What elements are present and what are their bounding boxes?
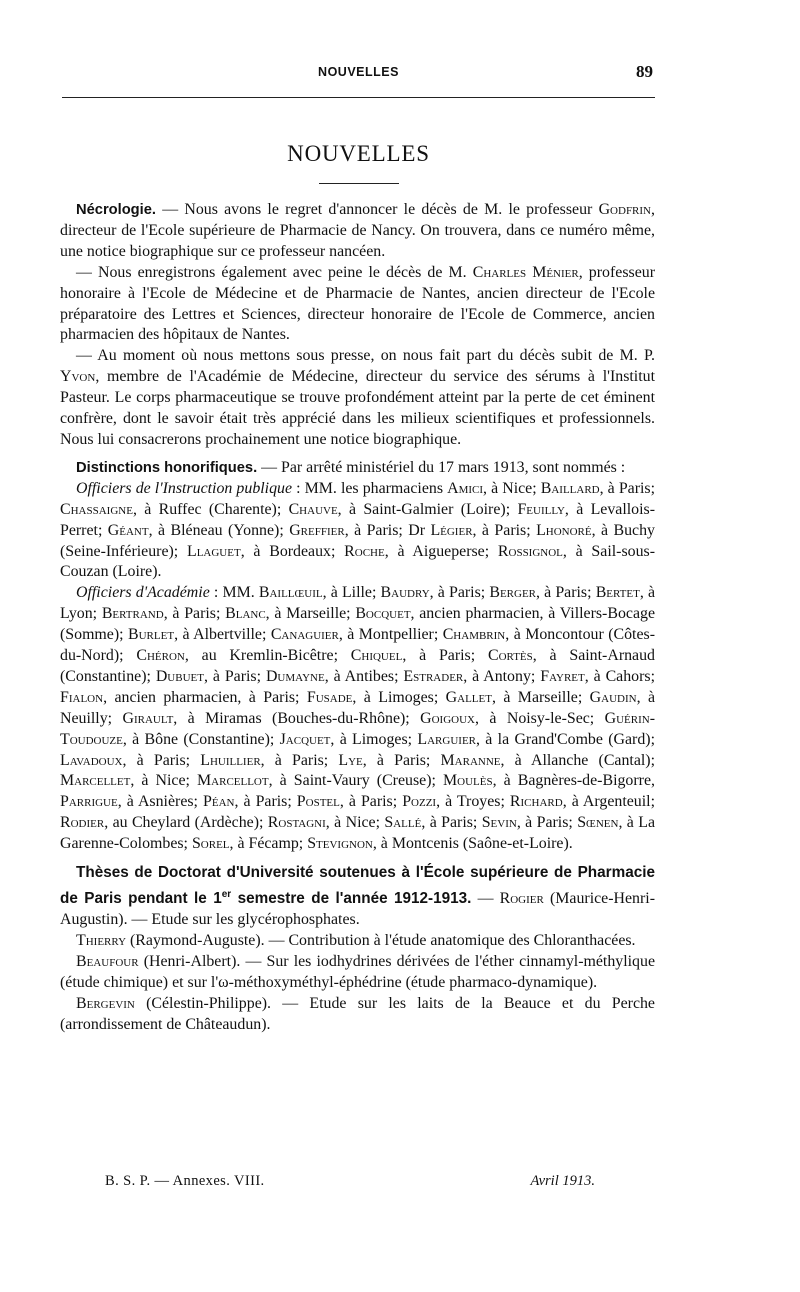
distinctions-paragraph: Distinctions honorifiques. — Par arrêté ministériel du 17 mars 1913, sont nommés : bbox=[76, 458, 626, 476]
instruction-publique-paragraph: Officiers de l'Instruction publique : MM. les pharmaciens Amici, à Nice; Baillard, à Paris; Chassaigne, à Ruffec (Charente); Chauve, à Saint-Galmier (Loire); Feuilly, à Levallois-Perret; Géant, à Bléneau (Yonne); Greffier, à Paris; Dr Légier, à Paris; Lhonoré, à Buchy (Seine-Inférieure); Llaguet, à Bordeaux; Roche, à Aigueperse; Rossignol, à Sail-sous-Couzan (Loire). bbox=[60, 479, 656, 581]
page-title: NOUVELLES bbox=[287, 141, 430, 166]
distinctions-heading: Distinctions honorifiques. bbox=[76, 459, 258, 476]
theses-heading: Thèses de Doctorat d'Université soutenues à l'École supérieure de Pharmacie de Paris pendant le 1er semestre de l'année 1912-1913. bbox=[60, 864, 655, 908]
thesis-entry: Thierry (Raymond-Auguste). — Contribution à l'étude anatomique des Chloranthacées. bbox=[76, 931, 636, 949]
footer-date: Avril 1913. bbox=[530, 1173, 595, 1189]
page-number: 89 bbox=[636, 62, 653, 81]
academie-name-list: : MM. Baillœuil, à Lille; Baudry, à Paris; Berger, à Paris; Bertet, à Lyon; Bertrand, à Paris; Blanc, à Marseille; Bocquet, ancien pharmacien, à Villers-Bocage (Somme); Burlet, à Albertville; Canaguier, à Montpellier; Chambrin, à Moncontour (Côtes-du-Nord); Chéron, au Kremlin-Bicêtre; Chiquel, à Paris; Cortès, à Saint-Arnaud (Constantine); Dubuet, à Paris; Dumayne, à Antibes; Estrader, à Antony; Fayret, à Cahors; Fialon, ancien pharmacien, à Paris; Fusade, à Limoges; Gallet, à Marseille; Gaudin, à Neuilly; Girault, à Miramas (Bouches-du-Rhône); Goigoux, à Noisy-le-Sec; Guérin-Toudouze, à Bône (Constantine); Jacquet, à Limoges; Larguier, à la Grand'Combe (Gard); Lavadoux, à Paris; Lhuillier, à Paris; Lye, à Paris; Maranne, à Allanche (Cantal); Marcellet, à Nice; Marcellot, à Saint-Vaury (Creuse); Moulès, à Bagnères-de-Bigorre, Parrigue, à Asnières; Péan, à Paris; Postel, à Paris; Pozzi, à Troyes; Richard, à Argenteuil; Rodier, au Cheylard (Ardèche); Rostagni, à Nice; Sallé, à Paris; Sevin, à Paris; Sœnen, à La Garenne-Colombes; Sorel, à Fécamp; Stevignon, à Montcenis (Saône-et-Loire). bbox=[60, 584, 656, 853]
running-title: NOUVELLES bbox=[318, 65, 399, 79]
thesis-entry: Bergevin (Célestin-Philippe). — Etude sur les laits de la Beauce et du Perche (arrondissement de Châteaudun). bbox=[60, 994, 655, 1033]
necrologie-paragraph-3: — Au moment où nous mettons sous presse, on nous fait part du décès subit de M. P. Yvon, membre de l'Académie de Médecine, directeur du service des sérums à l'Institut Pasteur. Le corps pharmaceutique se trouve profondément atteint par la perte de cet éminent confrère, dont le savoir était très apprécié dans les milieux scientifiques et professionnels. Nous lui consacrerons prochainement une notice biographique. bbox=[60, 347, 655, 448]
running-header bbox=[62, 62, 655, 98]
article-body bbox=[60, 200, 655, 1035]
thesis-entry: Beaufour (Henri-Albert). — Sur les iodhydrines dérivées de l'éther cinnamyl-méthylique (étude chimique) et sur l'ω-méthoxyméthyl-éphédrine (étude pharmaco-dynamique). bbox=[60, 952, 655, 991]
officiers-academie-paragraph: Officiers d'Académie : MM. Baillœuil, à Lille; Baudry, à Paris; Berger, à Paris; Bertet, à Lyon; Bertrand, à Paris; Blanc, à Marseille; Bocquet, ancien pharmacien, à Villers-Bocage (Somme); Burlet, à Albertville; Canaguier, à Montpellier; Chambrin, à Moncontour (Côtes-du-Nord); Chéron, au Kremlin-Bicêtre; Chiquel, à Paris; Cortès, à Saint-Arnaud (Constantine); Dubuet, à Paris; Dumayne, à Antibes; Estrader, à Antony; Fayret, à Cahors; Fialon, ancien pharmacien, à Paris; Fusade, à Limoges; Gallet, à Marseille; Gaudin, à Neuilly; Girault, à Miramas (Bouches-du-Rhône); Goigoux, à Noisy-le-Sec; Guérin-Toudouze, à Bône (Constantine); Jacquet, à Limoges; Larguier, à la Grand'Combe (Gard); Lavadoux, à Paris; Lhuillier, à Paris; Lye, à Paris; Maranne, à Allanche (Cantal); Marcellet, à Nice; Marcellot, à Saint-Vaury (Creuse); Moulès, à Bagnères-de-Bigorre, Parrigue, à Asnières; Péan, à Paris; Postel, à Paris; Pozzi, à Troyes; Richard, à Argenteuil; Rodier, au Cheylard (Ardèche); Rostagni, à Nice; Sallé, à Paris; Sevin, à Paris; Sœnen, à La Garenne-Colombes; Sorel, à Fécamp; Stevignon, à Montcenis (Saône-et-Loire). bbox=[60, 584, 656, 853]
necrologie-paragraph-1: Nécrologie. — Nous avons le regret d'annoncer le décès de M. le professeur Godfrin, directeur de l'Ecole supérieure de Pharmacie de Nancy. On trouvera, dans ce numéro même, une notice biographique sur ce professeur nancéen. bbox=[60, 201, 655, 260]
theses-heading-paragraph: Thèses de Doctorat d'Université soutenues à l'École supérieure de Pharmacie de Paris pendant le 1er semestre de l'année 1912-1913. — Rogier (Maurice-Henri-Augustin). — Etude sur les glycérophosphates. bbox=[60, 864, 655, 928]
necrologie-paragraph-2: — Nous enregistrons également avec peine le décès de M. Charles Ménier, professeur honoraire à l'Ecole de Médecine et de Pharmacie de Nantes, ancien directeur de l'Ecole préparatoire des Lettres et Sciences, directeur honoraire de l'Ecole de Commerce, ancien pharmacien des hôpitaux de Nantes. bbox=[60, 263, 655, 344]
necrologie-heading: Nécrologie. bbox=[76, 202, 156, 218]
footer-publication: B. S. P. — Annexes. VIII. bbox=[105, 1173, 265, 1189]
title-rule bbox=[319, 183, 399, 184]
